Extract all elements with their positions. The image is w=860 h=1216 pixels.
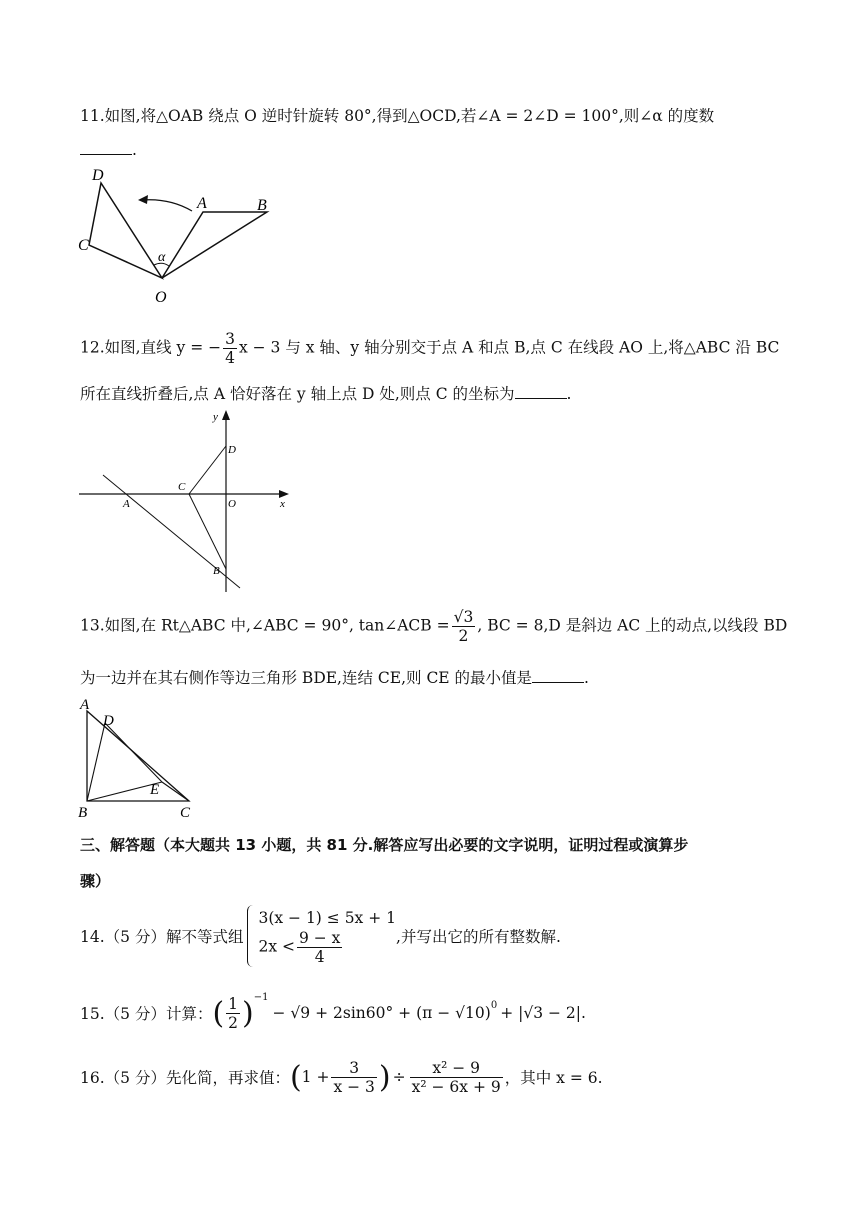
q12-line2-text: 所在直线折叠后,点 A 恰好落在 y 轴上点 D 处,则点 C 的坐标为 bbox=[80, 385, 515, 403]
fraction-2 bbox=[410, 1059, 503, 1096]
frac-den: 4 bbox=[314, 947, 325, 966]
x-arrow bbox=[279, 490, 289, 498]
label-D: D bbox=[228, 444, 236, 456]
label-A: A bbox=[80, 697, 90, 713]
segment-bd bbox=[87, 723, 105, 801]
q11-answer-line bbox=[80, 140, 137, 159]
q13-line2 bbox=[80, 666, 589, 688]
segment-cd bbox=[189, 446, 226, 494]
y-arrow bbox=[222, 410, 230, 420]
fraction-1 bbox=[331, 1059, 376, 1096]
q12-period: . bbox=[566, 385, 572, 403]
label-C: C bbox=[78, 237, 89, 254]
one-plus: 1 + bbox=[301, 1068, 330, 1086]
q14-suffix: ,并写出它的所有整数解. bbox=[396, 928, 561, 946]
q13-figure bbox=[72, 694, 202, 822]
divide-sign: ÷ bbox=[392, 1068, 406, 1086]
q16-text bbox=[80, 1052, 603, 1102]
label-C: C bbox=[180, 805, 191, 821]
label-A: A bbox=[123, 498, 130, 510]
paren-close: ) bbox=[378, 1059, 391, 1095]
paren-close: ) bbox=[242, 995, 254, 1031]
frac-num: 3 bbox=[225, 330, 235, 348]
ineq2-left: 2x < bbox=[258, 937, 295, 955]
frac-den: 2 bbox=[458, 627, 469, 645]
q15-abs: + |√3 − 2|. bbox=[500, 1004, 586, 1022]
segment-de bbox=[105, 723, 162, 782]
label-alpha: α bbox=[158, 250, 166, 265]
system-body bbox=[258, 907, 396, 966]
label-y: y bbox=[213, 411, 218, 423]
label-A: A bbox=[197, 195, 207, 212]
q12-prefix: 12.如图,直线 y = − bbox=[80, 338, 222, 357]
frac-num: √3 bbox=[453, 608, 474, 626]
frac-den: x − 3 bbox=[333, 1077, 375, 1096]
label-B: B bbox=[257, 197, 267, 214]
label-C: C bbox=[178, 481, 186, 493]
q15-text bbox=[80, 988, 586, 1038]
exponent: −1 bbox=[253, 992, 269, 1003]
q13-text bbox=[80, 608, 787, 645]
triangle-oab bbox=[162, 212, 267, 278]
paren-open: ( bbox=[289, 1059, 302, 1095]
fraction-sqrt3-2 bbox=[452, 608, 476, 645]
fraction-3-4 bbox=[223, 330, 237, 367]
inequality-2 bbox=[258, 929, 396, 966]
label-B: B bbox=[213, 565, 220, 577]
q16-suffix: ，其中 x = 6. bbox=[504, 1069, 603, 1087]
label-O: O bbox=[228, 498, 236, 510]
label-D: D bbox=[92, 167, 104, 184]
paren-open: ( bbox=[212, 995, 225, 1031]
label-B: B bbox=[78, 805, 88, 821]
frac-den: 2 bbox=[228, 1013, 239, 1032]
triangle-ocd bbox=[89, 183, 162, 278]
q13-suffix: , BC = 8,D 是斜边 AC 上的动点,以线段 BD bbox=[477, 616, 788, 635]
q16-prefix: 16.（5 分）先化简，再求值： bbox=[80, 1069, 290, 1087]
section3-heading: 三、解答题（本大题共 13 小题，共 81 分.解答应写出必要的文字说明，证明过程或演算步 bbox=[80, 836, 689, 854]
q11-figure bbox=[70, 162, 280, 312]
frac-num: 9 − x bbox=[298, 928, 341, 947]
frac-den: x² − 6x + 9 bbox=[411, 1077, 501, 1096]
answer-blank bbox=[515, 384, 567, 399]
q15-prefix: 15.（5 分）计算： bbox=[80, 1005, 213, 1023]
segment-ce bbox=[162, 782, 189, 801]
answer-blank bbox=[532, 668, 584, 683]
q11-period: . bbox=[132, 141, 137, 159]
q12-suffix: x − 3 与 x 轴、y 轴分别交于点 A 和点 B,点 C 在线段 AO 上,将△ABC 沿 BC bbox=[238, 338, 780, 357]
fraction-half bbox=[226, 995, 240, 1032]
q11-text: 11.如图,将△OAB 绕点 O 逆时针旋转 80°,得到△OCD,若∠A = 2∠D = 100°,则∠α 的度数 bbox=[80, 107, 715, 125]
frac-num: 3 bbox=[331, 1059, 376, 1078]
rotation-arrow bbox=[142, 200, 192, 211]
label-O: O bbox=[155, 289, 167, 306]
q13-line2-text: 为一边并在其右侧作等边三角形 BDE,连结 CE,则 CE 的最小值是 bbox=[80, 669, 533, 687]
frac-num: 1 bbox=[228, 994, 239, 1013]
frac-num: x² − 9 bbox=[410, 1059, 503, 1078]
q14-text bbox=[80, 904, 561, 968]
answer-blank bbox=[80, 140, 132, 155]
segment-cb bbox=[189, 494, 226, 569]
section3-heading-cont: 骤） bbox=[80, 872, 111, 890]
frac-den: 4 bbox=[225, 349, 235, 367]
arrowhead bbox=[138, 195, 148, 204]
q14-prefix: 14.（5 分）解不等式组 bbox=[80, 928, 244, 946]
inequality-1: 3(x − 1) ≤ 5x + 1 bbox=[258, 908, 397, 927]
q13-prefix: 13.如图,在 Rt△ABC 中,∠ABC = 90°, tan∠ACB = bbox=[80, 616, 450, 635]
q12-figure bbox=[75, 408, 295, 593]
label-D: D bbox=[103, 713, 114, 729]
ineq2-fraction bbox=[297, 929, 342, 966]
label-E: E bbox=[150, 782, 160, 798]
q12-text bbox=[80, 330, 779, 367]
q15-rest: − √9 + 2sin60° + (π − √10) bbox=[272, 1004, 491, 1022]
q13-period: . bbox=[584, 669, 589, 687]
system-brace bbox=[247, 905, 254, 967]
label-x: x bbox=[280, 498, 285, 510]
zero-exponent: 0 bbox=[490, 1000, 498, 1011]
q12-line2 bbox=[80, 382, 571, 404]
